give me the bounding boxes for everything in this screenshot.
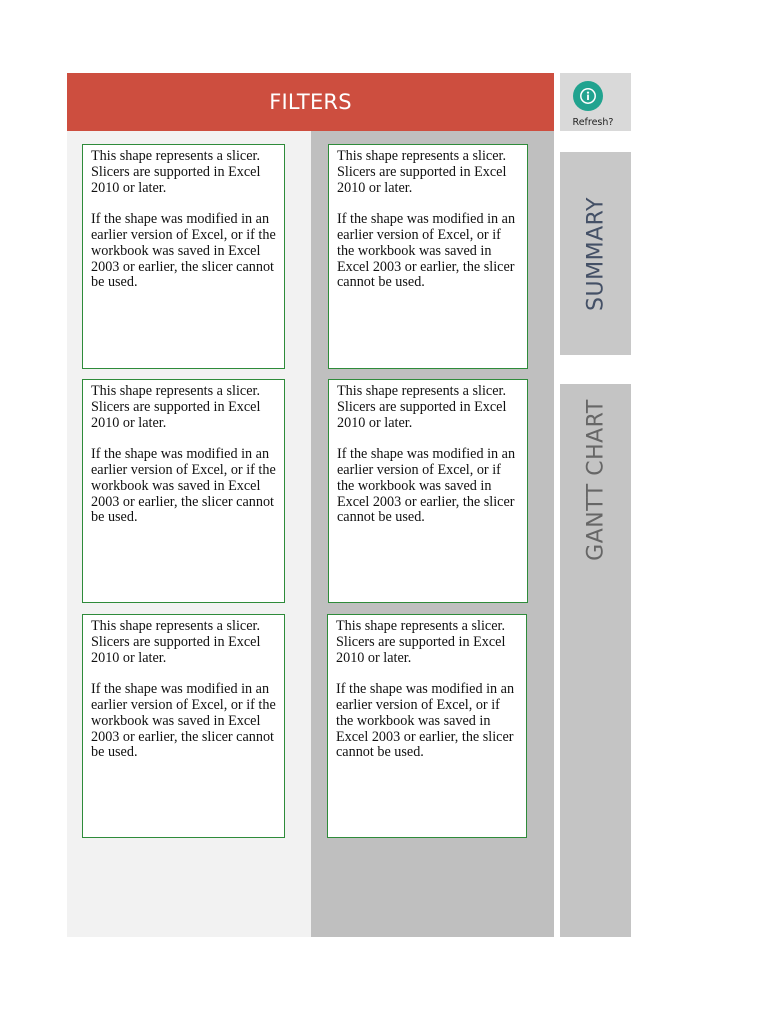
slicer-text-line1: This shape represents a slicer. Slicers are supported in Excel 2010 or later. bbox=[337, 148, 507, 196]
slicer-text-line1: This shape represents a slicer. Slicers are supported in Excel 2010 or later. bbox=[337, 383, 507, 431]
slicer-text-line1: This shape represents a slicer. Slicers are supported in Excel 2010 or later. bbox=[91, 383, 261, 431]
gantt-chart-tab[interactable] bbox=[560, 384, 631, 937]
slicer-placeholder-4[interactable] bbox=[328, 379, 528, 603]
slicer-text-line2: If the shape was modified in an earlier version of Excel, or if the workbook was saved in Excel 2003 or earlier, the slicer cannot be used. bbox=[91, 446, 276, 526]
filters-title: FILTERS bbox=[269, 90, 352, 114]
summary-tab-label: SUMMARY bbox=[583, 196, 608, 311]
refresh-label: Refresh? bbox=[572, 117, 614, 128]
info-icon bbox=[579, 87, 597, 105]
slicer-text-line2: If the shape was modified in an earlier version of Excel, or if the workbook was saved in Excel 2003 or earlier, the slicer cannot be used. bbox=[91, 211, 276, 291]
slicer-text-line1: This shape represents a slicer. Slicers are supported in Excel 2010 or later. bbox=[91, 148, 261, 196]
slicer-text-line2: If the shape was modified in an earlier version of Excel, or if the workbook was saved in Excel 2003 or earlier, the slicer cannot be used. bbox=[336, 681, 515, 761]
summary-tab[interactable] bbox=[560, 152, 631, 355]
slicer-text-line2: If the shape was modified in an earlier version of Excel, or if the workbook was saved in Excel 2003 or earlier, the slicer cannot be used. bbox=[91, 681, 276, 761]
slicer-text-line1: This shape represents a slicer. Slicers are supported in Excel 2010 or later. bbox=[91, 618, 261, 666]
refresh-panel bbox=[560, 73, 631, 131]
slicer-placeholder-6[interactable] bbox=[327, 614, 527, 838]
filters-header bbox=[67, 73, 554, 131]
gantt-chart-tab-label: GANTT CHART bbox=[583, 399, 608, 561]
slicer-placeholder-2[interactable] bbox=[328, 144, 528, 369]
slicer-text-line1: This shape represents a slicer. Slicers are supported in Excel 2010 or later. bbox=[336, 618, 506, 666]
slicer-text-line2: If the shape was modified in an earlier version of Excel, or if the workbook was saved in Excel 2003 or earlier, the slicer cannot be used. bbox=[337, 211, 516, 291]
refresh-button[interactable] bbox=[573, 81, 603, 111]
slicer-placeholder-5[interactable] bbox=[82, 614, 285, 838]
slicer-placeholder-3[interactable] bbox=[82, 379, 285, 603]
slicer-placeholder-1[interactable] bbox=[82, 144, 285, 369]
slicer-text-line2: If the shape was modified in an earlier version of Excel, or if the workbook was saved in Excel 2003 or earlier, the slicer cannot be used. bbox=[337, 446, 516, 526]
